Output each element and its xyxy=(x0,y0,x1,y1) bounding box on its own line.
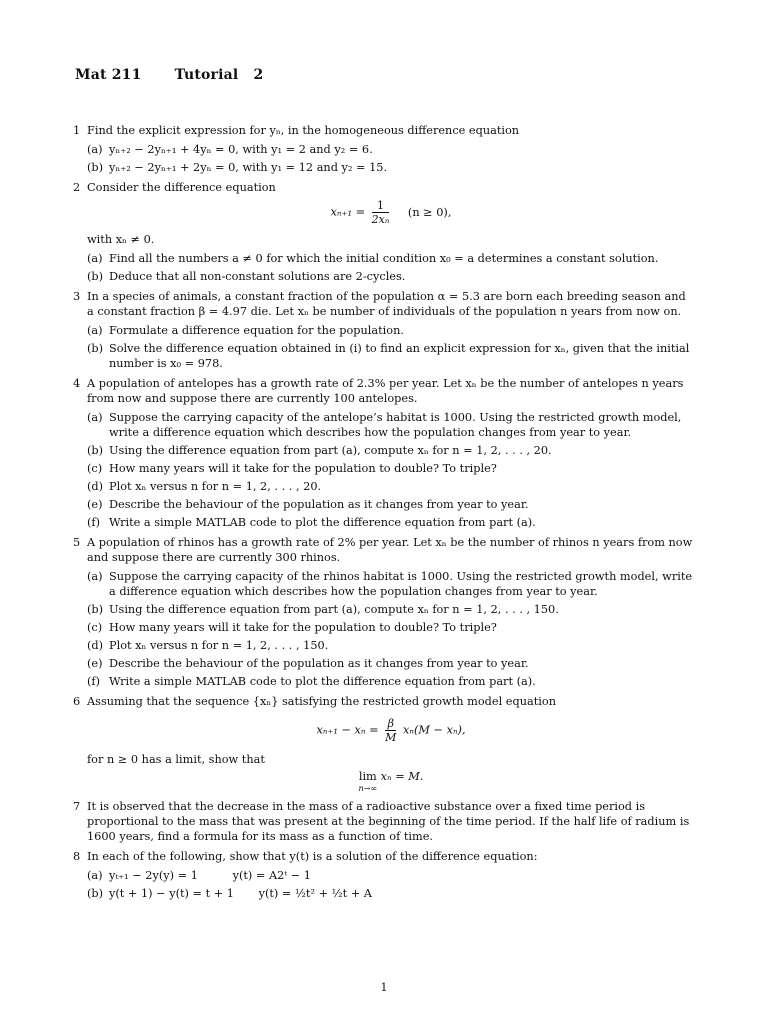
part-f xyxy=(87,674,695,689)
problem-parts xyxy=(87,410,695,530)
problem-number: 1 xyxy=(73,124,81,137)
part-text: Using the difference equation from part (a), compute xₙ for n = 1, 2, . . . , 150. xyxy=(109,603,559,616)
part-equation: yₜ₊₁ − 2y(y) = 1 xyxy=(109,869,198,882)
part-text: Deduce that all non-constant solutions are 2-cycles. xyxy=(109,270,406,283)
fraction-numerator: β xyxy=(385,717,396,731)
part-text: Describe the behaviour of the population as it changes from year to year. xyxy=(109,498,529,511)
part-text: Formulate a difference equation for the population. xyxy=(109,324,404,337)
part-a xyxy=(87,323,695,338)
problem-4 xyxy=(73,376,695,530)
part-label: (a) xyxy=(87,869,103,882)
part-f xyxy=(87,515,695,530)
problem-5 xyxy=(73,535,695,689)
part-text: Using the difference equation from part (a), compute xₙ for n = 1, 2, . . . , 20. xyxy=(109,444,552,457)
equation-rhs: xₙ(M − xₙ), xyxy=(403,723,466,737)
part-text: Plot xₙ versus n for n = 1, 2, . . . , 20. xyxy=(109,480,322,493)
part-label: (e) xyxy=(87,498,103,511)
problem-parts xyxy=(87,142,695,175)
part-c xyxy=(87,620,695,635)
part-label: (b) xyxy=(87,444,104,457)
problem-text: It is observed that the decrease in the mass of a radioactive substance over a fixed time period is proportional to the mass that was present at the beginning of the time period. If the half life of radium is 1600 years, find a formula for its mass as a function of time. xyxy=(87,800,690,843)
part-label: (b) xyxy=(87,161,104,174)
part-label: (a) xyxy=(87,252,103,265)
fraction xyxy=(385,717,396,744)
equation-lhs: xₙ₊₁ − xₙ = xyxy=(316,723,379,737)
part-text: Suppose the carrying capacity of the antelope’s habitat is 1000. Using the restricted growth model, write a difference equation which describes how the population changes from year to year. xyxy=(109,411,682,439)
part-text: Find all the numbers a ≠ 0 for which the initial condition x₀ = a determines a constant solution. xyxy=(109,252,659,265)
part-e xyxy=(87,656,695,671)
part-equation: y(t + 1) − y(t) = t + 1 xyxy=(109,887,234,900)
part-text: yₙ₊₂ − 2yₙ₊₁ + 2yₙ = 0, with y₁ = 12 and y₂ = 15. xyxy=(109,161,388,174)
part-e xyxy=(87,497,695,512)
part-text: Solve the difference equation obtained in (i) to find an explicit expression for xₙ, given that the initial number is x₀ = 978. xyxy=(109,342,690,370)
limit-word: lim xyxy=(358,770,377,783)
part-label: (a) xyxy=(87,324,103,337)
part-label: (c) xyxy=(87,621,103,634)
part-c xyxy=(87,461,695,476)
limit-operator xyxy=(359,769,378,793)
problem-number: 2 xyxy=(73,181,81,194)
part-d xyxy=(87,479,695,494)
part-label: (f) xyxy=(87,675,100,688)
limit-subscript: n→∞ xyxy=(358,784,378,793)
display-equation xyxy=(87,199,695,226)
page-title xyxy=(75,68,263,83)
tutorial-word: Tutorial xyxy=(174,67,239,83)
tutorial-number: 2 xyxy=(253,67,264,83)
part-solution: y(t) = A2ᵗ − 1 xyxy=(232,869,311,882)
part-label: (d) xyxy=(87,639,104,652)
part-d xyxy=(87,638,695,653)
part-label: (e) xyxy=(87,657,103,670)
problem-8 xyxy=(73,849,695,901)
problem-parts xyxy=(87,251,695,284)
part-b xyxy=(87,160,695,175)
fraction-denominator: M xyxy=(385,731,397,744)
course-code: Mat 211 xyxy=(75,67,142,83)
problem-text: Find the explicit expression for yₙ, in the homogeneous difference equation xyxy=(87,124,520,137)
part-text: How many years will it take for the population to double? To triple? xyxy=(109,621,497,634)
problem-6 xyxy=(73,694,695,793)
problem-number: 5 xyxy=(73,536,81,549)
problem-parts xyxy=(87,868,695,901)
part-a xyxy=(87,251,695,266)
part-b xyxy=(87,602,695,617)
part-b xyxy=(87,886,695,901)
part-label: (d) xyxy=(87,480,104,493)
part-a xyxy=(87,868,695,883)
problem-text: A population of rhinos has a growth rate of 2% per year. Let xₙ be the number of rhinos n years from now and suppose there are currently 300 rhinos. xyxy=(87,536,693,564)
part-label: (b) xyxy=(87,887,104,900)
problem-number: 4 xyxy=(73,377,81,390)
problem-2 xyxy=(73,180,695,284)
part-a xyxy=(87,410,695,440)
problem-text: A population of antelopes has a growth rate of 2.3% per year. Let xₙ be the number of antelopes n years from now and suppose there are currently 100 antelopes. xyxy=(87,377,684,405)
problem-parts xyxy=(87,323,695,371)
part-text: Plot xₙ versus n for n = 1, 2, . . . , 150. xyxy=(109,639,329,652)
problem-number: 7 xyxy=(73,800,81,813)
limit-expression: xₙ = M. xyxy=(380,770,424,783)
problem-3 xyxy=(73,289,695,371)
page-number: 1 xyxy=(380,981,388,994)
part-label: (a) xyxy=(87,143,103,156)
part-label: (a) xyxy=(87,411,103,424)
problem-text: In each of the following, show that y(t) is a solution of the difference equation: xyxy=(87,850,538,863)
part-text: Describe the behaviour of the population as it changes from year to year. xyxy=(109,657,529,670)
part-text: How many years will it take for the population to double? To triple? xyxy=(109,462,497,475)
problem-7 xyxy=(73,799,695,844)
problem-text: Consider the difference equation xyxy=(87,181,276,194)
part-b xyxy=(87,269,695,284)
equation-rhs: (n ≥ 0), xyxy=(407,205,452,219)
part-label: (f) xyxy=(87,516,100,529)
problem-number: 8 xyxy=(73,850,81,863)
part-b xyxy=(87,341,695,371)
equation-lhs: xₙ₊₁ = xyxy=(330,205,366,219)
problem-1 xyxy=(73,123,695,175)
fraction xyxy=(372,199,390,226)
part-a xyxy=(87,569,695,599)
fraction-denominator: 2xₙ xyxy=(371,213,390,226)
display-equation xyxy=(87,717,695,744)
problem-text: Assuming that the sequence {xₙ} satisfying the restricted growth model equation xyxy=(87,695,556,708)
part-solution: y(t) = ½t² + ½t + A xyxy=(258,887,372,900)
problem-parts xyxy=(87,569,695,689)
problem-list xyxy=(73,123,695,906)
part-label: (b) xyxy=(87,342,104,355)
problem-number: 6 xyxy=(73,695,81,708)
part-label: (a) xyxy=(87,570,103,583)
problem-after-text: for n ≥ 0 has a limit, show that xyxy=(87,753,265,766)
part-a xyxy=(87,142,695,157)
limit-equation xyxy=(87,769,695,793)
part-text: yₙ₊₂ − 2yₙ₊₁ + 4yₙ = 0, with y₁ = 2 and y₂ = 6. xyxy=(109,143,373,156)
part-text: Suppose the carrying capacity of the rhinos habitat is 1000. Using the restricted growth model, write a difference equation which describes how the population changes from year to year. xyxy=(109,570,693,598)
problem-after-text: with xₙ ≠ 0. xyxy=(87,233,155,246)
problem-text: In a species of animals, a constant fraction of the population α = 5.3 are born each breeding season and a constant fraction β = 4.97 die. Let xₙ be number of individuals of the population n years from now on. xyxy=(87,290,686,318)
fraction-numerator: 1 xyxy=(372,199,390,213)
part-label: (b) xyxy=(87,270,104,283)
part-b xyxy=(87,443,695,458)
part-text: Write a simple MATLAB code to plot the difference equation from part (a). xyxy=(109,516,536,529)
part-label: (b) xyxy=(87,603,104,616)
problem-number: 3 xyxy=(73,290,81,303)
part-text: Write a simple MATLAB code to plot the difference equation from part (a). xyxy=(109,675,536,688)
part-label: (c) xyxy=(87,462,103,475)
